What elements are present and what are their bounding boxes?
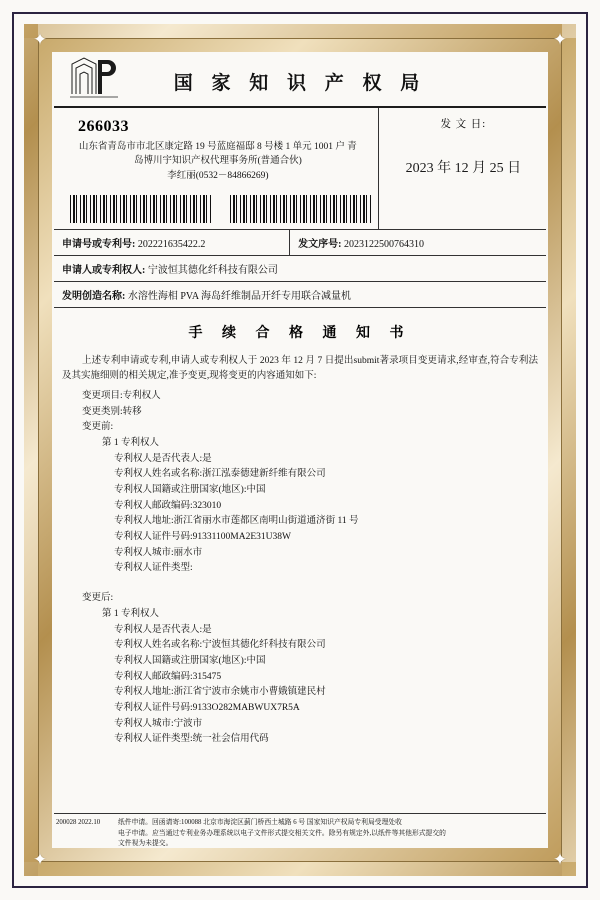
info-row-application	[54, 230, 546, 256]
after-owner-field: 专利权人证件类型:统一社会信用代码	[114, 734, 269, 745]
after-owner-field: 专利权人姓名或名称:宁波恒其德化纤科技有限公司	[114, 640, 326, 651]
invention-title-cell	[54, 282, 546, 307]
footer-note-line: 电子申请。应当通过专利业务办理系统以电子文件形式提交相关文件。除另有规定外,以纸件等其他形式提交的	[118, 829, 446, 837]
invention-title-label: 发明创造名称:	[62, 290, 126, 302]
dispatch-serial-cell	[290, 230, 546, 255]
invention-title-value: 水溶性海相 PVA 海岛纤维制品开纤专用联合减量机	[127, 290, 352, 302]
top-block	[54, 108, 546, 230]
after-owner-field: 专利权人是否代表人:是	[114, 624, 212, 635]
info-row-applicant	[54, 256, 546, 282]
dispatch-serial-label: 发文序号:	[298, 238, 342, 250]
corner-star-icon: ✦	[552, 30, 568, 49]
application-number-value: 202221635422.2	[137, 238, 206, 250]
barcode-group	[64, 195, 372, 223]
after-owner-field: 专利权人城市:宁波市	[114, 718, 203, 729]
change-item-label: 变更项目:专利权人	[82, 391, 161, 402]
before-owner-field: 专利权人证件号码:91331100MA2E31U38W	[114, 532, 291, 543]
corner-star-icon: ✦	[552, 850, 568, 869]
notice-body	[54, 354, 546, 748]
applicant-label: 申请人或专利权人:	[62, 264, 146, 276]
after-owner-field: 专利权人国籍或注册国家(地区):中国	[114, 655, 266, 666]
before-owner-field: 专利权人城市:丽水市	[114, 547, 203, 558]
address-line-2: 岛博川宇知识产权代理事务所(普通合伙)	[133, 156, 302, 167]
info-row-invention	[54, 282, 546, 308]
before-owner-field: 专利权人邮政编码:323010	[114, 500, 222, 511]
before-owner-field: 专利权人地址:浙江省丽水市莲都区南明山街道通济街 11 号	[114, 516, 359, 527]
applicant-value: 宁波恒其德化纤科技有限公司	[147, 264, 278, 276]
barcode-right	[230, 195, 372, 223]
address-line-1: 山东省青岛市市北区康定路 19 号蓝庭福邸 8 号楼 1 单元 1001 户 青	[78, 142, 357, 152]
after-owner-index: 第 1 专利权人	[102, 608, 160, 619]
footer-form-date-line: 2022.10	[78, 819, 101, 827]
page-title: 国 家 知 识 产 权 局	[173, 72, 427, 94]
before-owner-field: 专利权人证件类型:	[114, 563, 193, 574]
after-owner-field: 专利权人地址:浙江省宁波市余姚市小曹娥镇建民村	[114, 687, 326, 698]
application-number-label: 申请号或专利号:	[62, 238, 136, 250]
corner-star-icon: ✦	[32, 30, 48, 49]
before-owner-index: 第 1 专利权人	[102, 438, 160, 449]
footer-note-line: 文件视为未提交。	[118, 840, 173, 848]
document-footer	[54, 813, 546, 850]
before-owner-field: 专利权人国籍或注册国家(地区):中国	[114, 485, 266, 496]
applicant-cell	[54, 256, 546, 281]
dispatch-serial-value: 2023122500764310	[344, 238, 424, 250]
issue-date-label: 发 文 日:	[440, 119, 487, 130]
address-line-3: 李红丽(0532－84866269)	[167, 170, 269, 181]
issue-date-value: 2023 年 12 月 25 日	[405, 161, 522, 176]
cnipa-logo-icon	[68, 54, 120, 100]
issue-date-block	[379, 108, 546, 229]
footer-notes	[114, 818, 546, 850]
footer-form-code-line: 200028	[56, 819, 77, 827]
before-change-label: 变更前:	[82, 422, 114, 433]
barcode-left	[70, 195, 212, 223]
change-type-label: 变更类别:转移	[82, 406, 142, 417]
after-change-label: 变更后:	[82, 593, 114, 604]
addressee-block	[54, 108, 379, 229]
footer-form-code	[54, 818, 114, 850]
document-number: 266033	[78, 118, 129, 135]
before-owner-field: 专利权人是否代表人:是	[114, 453, 212, 464]
before-owner-field: 专利权人姓名或名称:浙江泓泰德建新纤维有限公司	[114, 469, 326, 480]
after-owner-field: 专利权人证件号码:9133O282MABWUX7R5A	[114, 702, 300, 713]
notice-paragraph: 上述专利申请或专利,申请人或专利权人于 2023 年 12 月 7 日提出submit著录项目变更请求,经审查,符合专利法及其实施细则的相关规定,准予变更,现将变更的内容通知如下:	[62, 355, 538, 382]
document-body	[44, 44, 556, 856]
document-header	[54, 50, 546, 108]
application-number-cell	[54, 230, 290, 255]
footer-note-line: 纸件申请。回函请寄:100088 北京市海淀区蓟门桥西土城路 6 号 国家知识产权局专利局受理处收	[118, 819, 402, 827]
addressee-address	[64, 140, 372, 183]
corner-star-icon: ✦	[32, 850, 48, 869]
after-owner-field: 专利权人邮政编码:315475	[114, 671, 222, 682]
notice-title: 手 续 合 格 通 知 书	[188, 325, 412, 341]
